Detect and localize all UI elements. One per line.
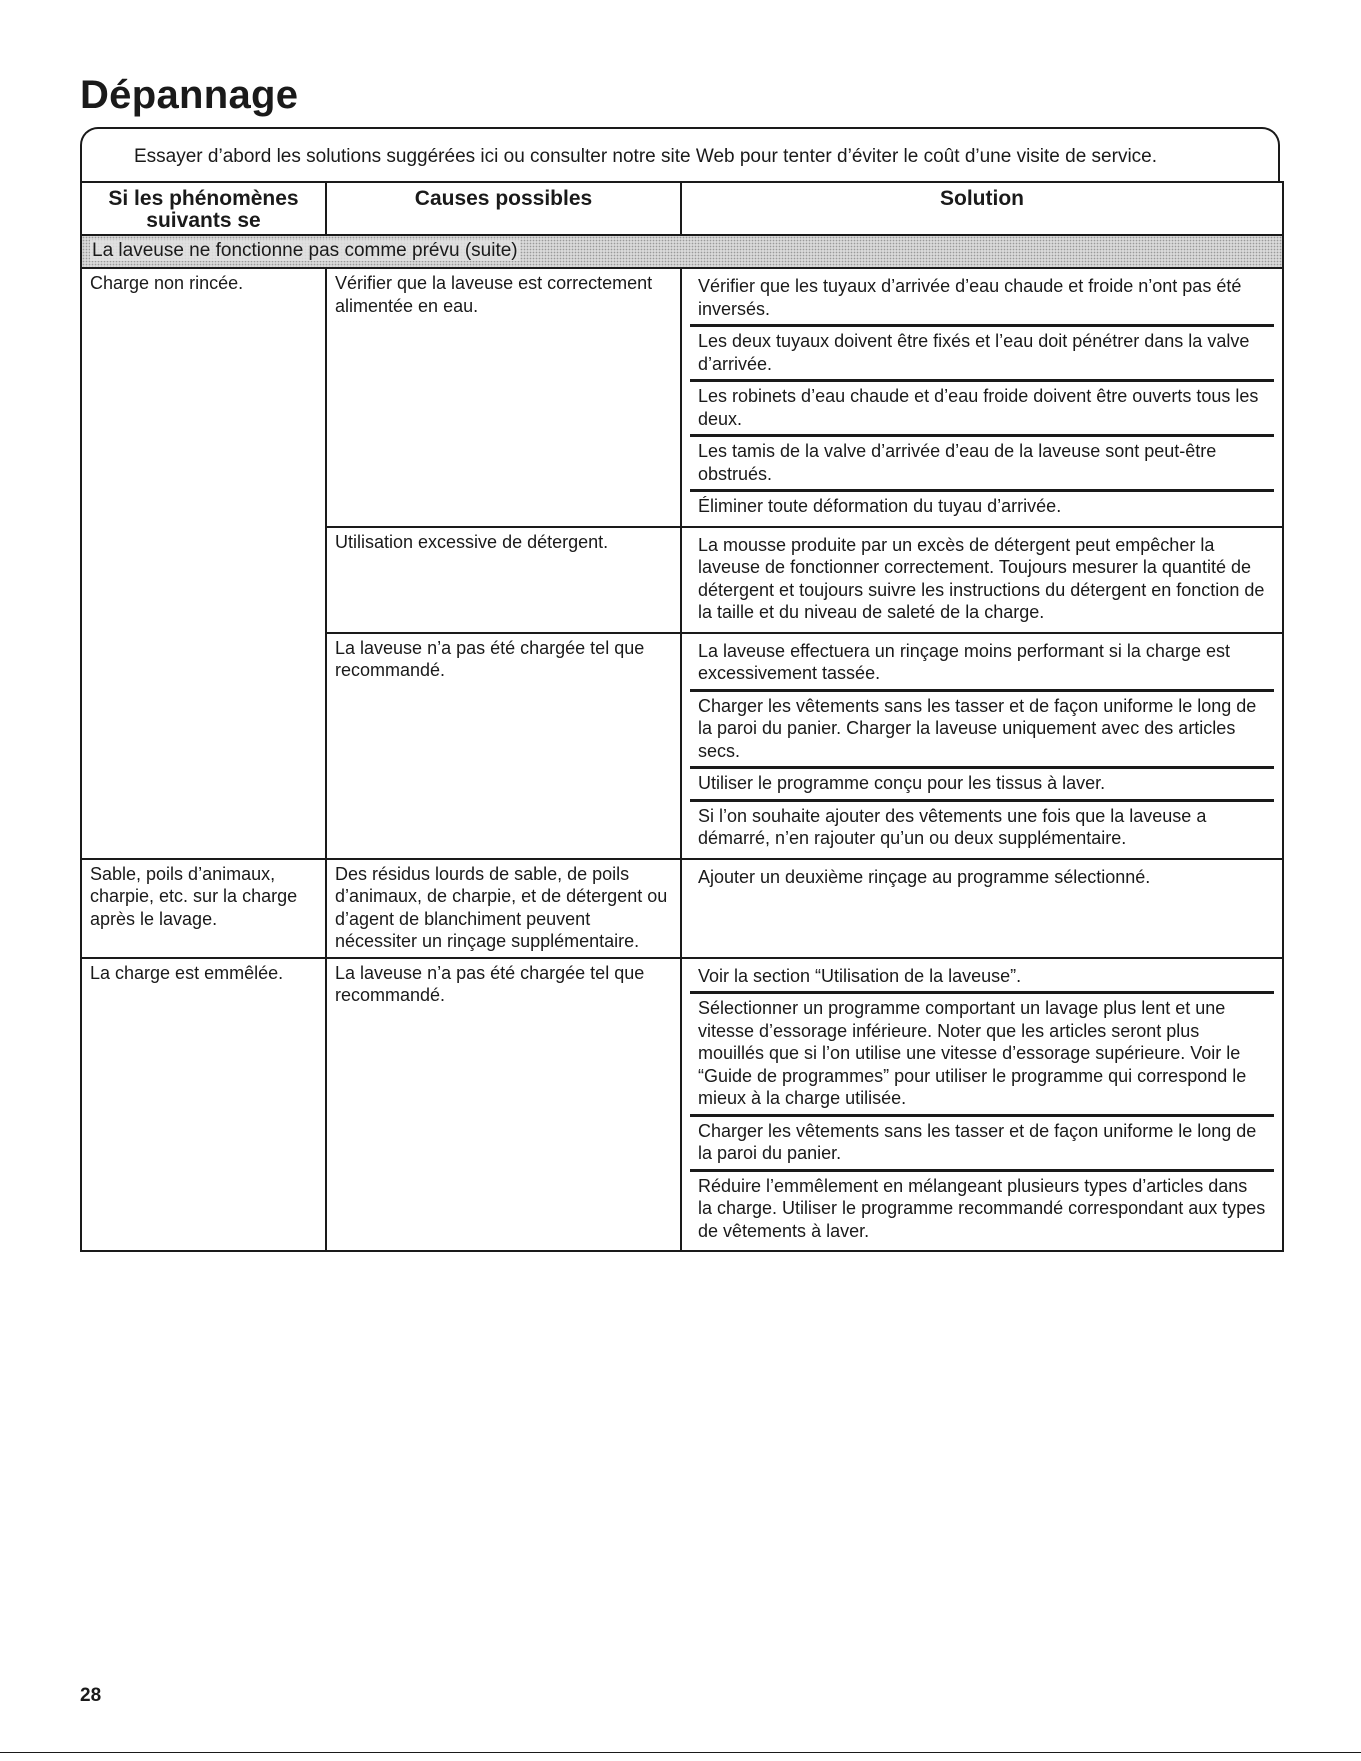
solution-cell — [681, 958, 1283, 1252]
solution-item: Charger les vêtements sans les tasser et de façon uniforme le long de la paroi du panier. — [690, 1117, 1274, 1172]
solution-item: Si l’on souhaite ajouter des vêtements une fois que la laveuse a démarré, n’en rajouter qu’un ou deux supplémentaire. — [698, 805, 1207, 848]
cause-cell: Des résidus lourds de sable, de poils d’animaux, de charpie, et de détergent ou d’agent de blanchiment peuvent nécessiter un rinçage supplémentaire. — [326, 859, 681, 958]
solution-cell — [681, 527, 1283, 633]
section-heading-label: La laveuse ne fonctionne pas comme prévu (suite) — [92, 240, 518, 261]
solution-item: Utiliser le programme conçu pour les tissus à laver. — [690, 769, 1274, 802]
solution-item: Charger les vêtements sans les tasser et de façon uniforme le long de la paroi du panier. Charger la laveuse uniquement avec des articles secs. — [690, 692, 1274, 770]
solution-cell — [681, 633, 1283, 859]
cause-cell: La laveuse n’a pas été chargée tel que recommandé. — [326, 958, 681, 1252]
solution-item: La laveuse effectuera un rinçage moins performant si la charge est excessivement tassée. — [690, 637, 1274, 692]
header-cause: Causes possibles — [326, 182, 681, 235]
solution-item: Éliminer toute déformation du tuyau d’arrivée. — [698, 496, 1062, 516]
section-heading — [81, 235, 1283, 268]
solution-item: La mousse produite par un excès de détergent peut empêcher la laveuse de fonctionner correctement. Toujours mesurer la quantité de détergent et toujours suivre les instructions du détergent en fonction de la taille et du niveau de saleté de la charge. — [698, 534, 1265, 622]
solution-item: Ajouter un deuxième rinçage au programme sélectionné. — [698, 866, 1151, 887]
intro-text: Essayer d’abord les solutions suggérées ici ou consulter notre site Web pour tenter d’éviter le coût d’une visite de service. — [134, 146, 1158, 167]
troubleshooting-table — [80, 181, 1284, 1252]
solution-cell — [681, 268, 1283, 527]
symptom-cell: Sable, poils d’animaux, charpie, etc. sur la charge après le lavage. — [81, 859, 326, 958]
page-number: 28 — [80, 1685, 102, 1706]
solution-cell — [681, 859, 1283, 958]
table-header-row — [81, 182, 1283, 235]
header-solution: Solution — [681, 182, 1283, 235]
solution-item: Les deux tuyaux doivent être fixés et l’eau doit pénétrer dans la valve d’arrivée. — [690, 327, 1274, 382]
table-row — [81, 958, 1283, 1252]
page-title: Dépannage — [80, 73, 299, 117]
cause-cell: Vérifier que la laveuse est correctement alimentée en eau. — [326, 268, 681, 527]
header-symptom: Si les phénomènes suivants se — [81, 182, 326, 235]
symptom-cell: La charge est emmêlée. — [81, 958, 326, 1252]
symptom-cell: Charge non rincée. — [81, 268, 326, 859]
cause-cell: Utilisation excessive de détergent. — [326, 527, 681, 633]
section-heading-row — [81, 235, 1283, 268]
footer-rule — [0, 1752, 1361, 1753]
solution-item: Réduire l’emmêlement en mélangeant plusieurs types d’articles dans la charge. Utiliser le programme recommandé correspondant aux types de vêtements à laver. — [698, 1175, 1266, 1241]
solution-item: Voir la section “Utilisation de la laveuse”. — [690, 962, 1274, 995]
table-row — [81, 859, 1283, 958]
table-row — [81, 268, 1283, 527]
solution-item: Les tamis de la valve d’arrivée d’eau de la laveuse sont peut-être obstrués. — [690, 437, 1274, 492]
solution-item: Vérifier que les tuyaux d’arrivée d’eau chaude et froide n’ont pas été inversés. — [690, 272, 1274, 327]
cause-cell: La laveuse n’a pas été chargée tel que recommandé. — [326, 633, 681, 859]
solution-item: Sélectionner un programme comportant un lavage plus lent et une vitesse d’essorage inférieure. Noter que les articles seront plus mouillés que si l’on utilise une vitesse d’essorage supérieure. Voir le “Guide de programmes” pour utiliser le programme qui correspond le mieux à la charge utilisée. — [690, 994, 1274, 1117]
solution-item: Les robinets d’eau chaude et d’eau froide doivent être ouverts tous les deux. — [690, 382, 1274, 437]
